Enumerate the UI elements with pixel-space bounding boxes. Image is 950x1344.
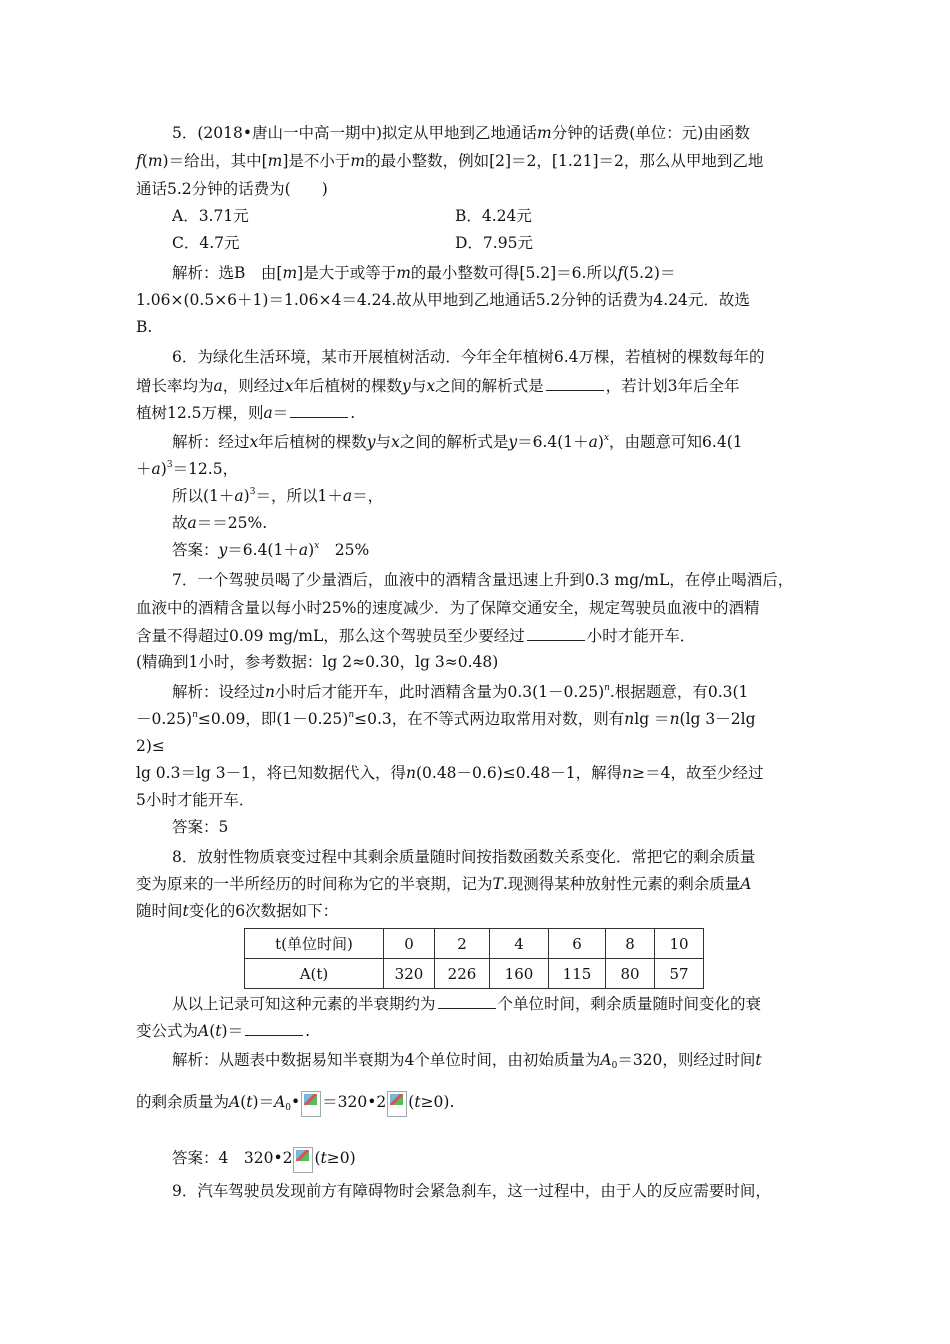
table-cell: 0	[384, 929, 435, 959]
q6-blank-1	[546, 378, 604, 391]
q7-line1: 7．一个驾驶员喝了少量酒后，血液中的酒精含量迅速上升到0.3 mg/mL，在停止喝酒后，	[172, 571, 794, 589]
table-row-mass	[245, 959, 704, 989]
q5-solution-line3: B.	[136, 318, 153, 336]
q6-solution-line3: 所以$(1+a)^3=$，所以1＋a＝，	[172, 487, 384, 505]
q6-answer: 答案：$y=6.4(1+a)^x$ 25%	[172, 541, 370, 559]
q5-solution-line2: 1.06×(0.5×6＋1)＝1.06×4＝4.24.故从甲地到乙地通话5.2分钟的话费为4.24元．故选	[136, 291, 750, 309]
table-cell: 6	[549, 929, 606, 959]
table-header-mass: A(t)	[245, 959, 384, 989]
q8-line2: 变为原来的一半所经历的时间称为它的半衰期，记为T.现测得某种放射性元素的剩余质量A	[136, 875, 752, 893]
q7-answer: 答案：5	[172, 818, 229, 836]
q7-solution-line3: 2)≤	[136, 737, 165, 755]
table-cell: 160	[490, 959, 549, 989]
table-header-time: t(单位时间)	[245, 929, 384, 959]
q7-line4: (精确到1小时，参考数据：lg 2≈0.30，lg 3≈0.48)	[136, 653, 499, 671]
q6-solution-line1: 解析：经过x年后植树的棵数y与x之间的解析式是$y=6.4(1+a)^x$，由题意可知6.4(1	[172, 433, 743, 451]
q7-solution-line1: 解析：设经过n小时后才能开车，此时酒精含量为$0.3(1-0.25)^n$.根据题意，有0.3(1	[172, 683, 749, 701]
q5-line1: 5．(2018•唐山一中高一期中)拟定从甲地到乙地通话m分钟的话费(单位：元)由函数	[172, 124, 750, 142]
decay-data-table	[244, 928, 704, 989]
q5-option-b: B．4.24元	[455, 207, 532, 225]
q8-answer: 答案：4 320•2 (t≥0)	[172, 1147, 356, 1173]
broken-formula-image	[387, 1091, 407, 1117]
q8-blank-2	[245, 1023, 303, 1036]
q5-line3: 通话5.2分钟的话费为( )	[136, 180, 328, 198]
q6-blank-2	[290, 405, 348, 418]
q6-solution-line2: ＋a)$^3$＝12.5，	[136, 460, 239, 478]
q7-solution-line5: 5小时才能开车．	[136, 791, 255, 809]
q6-line1: 6．为绿化生活环境，某市开展植树活动．今年全年植树6.4万棵，若植树的棵数每年的	[172, 348, 765, 366]
table-cell: 10	[655, 929, 704, 959]
table-cell: 8	[606, 929, 655, 959]
table-cell: 226	[435, 959, 490, 989]
q9-line1: 9．汽车驾驶员发现前方有障碍物时会紧急刹车，这一过程中，由于人的反应需要时间，	[172, 1182, 771, 1200]
q5-option-a: A．3.71元	[172, 207, 249, 225]
q5-option-c: C．4.7元	[172, 234, 240, 252]
q8-solution-line1: 解析：从题表中数据易知半衰期为4个单位时间，由初始质量为$A_0=320$，则经过时间t	[172, 1051, 762, 1071]
q7-solution-line4: lg 0.3＝lg 3－1，将已知数据代入，得n(0.48－0.6)≤0.48－1，解得n≥＝4，故至少经过	[136, 764, 764, 782]
table-cell: 115	[549, 959, 606, 989]
q8-line3: 随时间t变化的6次数据如下：	[136, 902, 339, 920]
q5-solution-line1: 解析：选B 由[m]是大于或等于m的最小整数可得[5.2]＝6.所以f(5.2)＝	[172, 264, 676, 282]
q7-line2: 血液中的酒精含量以每小时25%的速度减少．为了保障交通安全，规定驾驶员血液中的酒精	[136, 599, 760, 617]
q8-after-line2: 变公式为A(t)＝ .	[136, 1022, 311, 1040]
broken-formula-image	[301, 1091, 321, 1117]
table-row-time	[245, 929, 704, 959]
table-cell: 57	[655, 959, 704, 989]
q8-solution-line2: 的剩余质量为$A(t)=A_0•$ ＝320•2 (t≥0).	[136, 1091, 454, 1117]
q8-after-line1: 从以上记录可知这种元素的半衰期约为 个单位时间，剩余质量随时间变化的衰	[172, 995, 762, 1013]
q7-blank	[527, 628, 585, 641]
broken-formula-image	[293, 1147, 313, 1173]
q6-line3: 植树12.5万棵，则a＝ .	[136, 404, 356, 422]
table-cell: 320	[384, 959, 435, 989]
q8-blank-1	[438, 996, 496, 1009]
q7-solution-line2: －0.25)$^n$≤0.09，即$(1-0.25)^n\le 0.3$，在不等式两边取常用对数，则有nlg ＝n(lg 3－2lg	[136, 710, 756, 728]
q7-line3: 含量不得超过0.09 mg/mL，那么这个驾驶员至少要经过 小时才能开车．	[136, 627, 696, 645]
q5-line2: f(m)＝给出，其中[m]是不小于m的最小整数，例如[2]＝2，[1.21]＝2，那么从甲地到乙地	[136, 152, 764, 170]
table-cell: 80	[606, 959, 655, 989]
table-cell: 2	[435, 929, 490, 959]
q6-solution-line4: 故a＝＝25%.	[172, 514, 268, 532]
q6-line2: 增长率均为a，则经过x年后植树的棵数y与x之间的解析式是 ，若计划3年后全年	[136, 377, 740, 395]
q8-line1: 8．放射性物质衰变过程中其剩余质量随时间按指数函数关系变化．常把它的剩余质量	[172, 848, 756, 866]
table-cell: 4	[490, 929, 549, 959]
q5-option-d: D．7.95元	[455, 234, 533, 252]
